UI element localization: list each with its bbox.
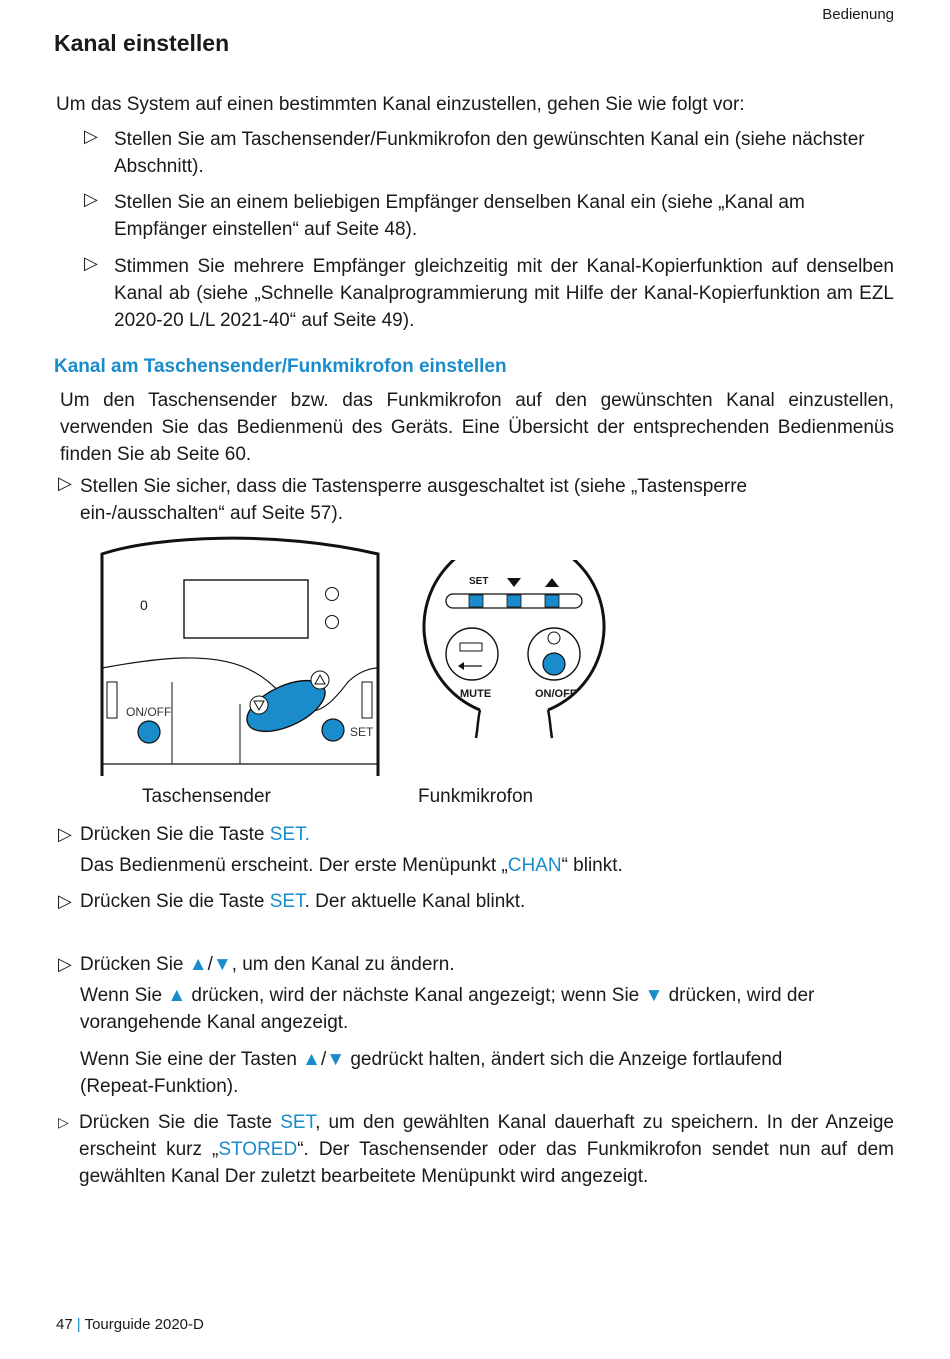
up-arrow-icon: ▲ bbox=[167, 985, 187, 1006]
page-title: Kanal einstellen bbox=[54, 30, 230, 56]
set-key: SET bbox=[269, 891, 305, 912]
caption-funkmikrofon: Funkmikrofon bbox=[418, 786, 534, 807]
instruction-2-text: Drücken Sie die Taste bbox=[80, 891, 270, 912]
instruction-1-note bbox=[80, 852, 900, 879]
instruction-3-note-1 bbox=[80, 982, 870, 1036]
instruction-3-text: Drücken Sie bbox=[80, 954, 189, 975]
page-number: 47 bbox=[56, 1316, 73, 1333]
instruction-4-text: , um den gewählten Kanal dauerhaft zu speichern. In der Anzeige erscheint kurz „ bbox=[79, 1112, 894, 1160]
note-text: Wenn Sie bbox=[80, 985, 168, 1006]
up-arrow-icon: ▲ bbox=[188, 954, 208, 975]
lock-step-text: Stellen Sie sicher, dass die Tastensperre ausgeschaltet ist (siehe „Tastensperre ein-/ausschalten“ auf Seite 57). bbox=[80, 476, 748, 524]
page-footer bbox=[56, 1316, 204, 1333]
step-arrow-icon: ▷ bbox=[84, 126, 98, 146]
lock-step bbox=[58, 473, 818, 527]
down-arrow-icon: ▼ bbox=[644, 985, 664, 1006]
footer-separator: | bbox=[76, 1316, 81, 1333]
running-header: Bedienung bbox=[822, 6, 894, 23]
note-text: gedrückt halten, ändert sich die Anzeige fortlaufend (Repeat-Funktion). bbox=[80, 1049, 783, 1097]
mute-label: MUTE bbox=[460, 688, 492, 700]
slash: / bbox=[320, 1049, 327, 1070]
step-arrow-icon: ▷ bbox=[58, 824, 72, 844]
step-arrow-icon: ▷ bbox=[58, 1114, 69, 1130]
mic-set-label: SET bbox=[469, 576, 489, 587]
step-1 bbox=[84, 126, 894, 180]
instruction-3-end: , um den Kanal zu ändern. bbox=[231, 954, 455, 975]
mic-onoff-label: ON/OFF bbox=[535, 688, 577, 700]
section-heading: Kanal am Taschensender/Funkmikrofon einstellen bbox=[54, 356, 507, 377]
note-text: drücken, wird der nächste Kanal angezeigt; wenn Sie bbox=[186, 985, 645, 1006]
set-key: SET. bbox=[269, 824, 310, 845]
note-text: Wenn Sie eine der Tasten bbox=[80, 1049, 303, 1070]
instruction-4-text: Drücken Sie die Taste bbox=[79, 1112, 281, 1133]
instruction-4-text: “. Der Taschensender oder das Funkmikrofon sendet nun auf dem gewählten Kanal Der zuletzt bearbeitete Menüpunkt wird angezeigt. bbox=[79, 1139, 894, 1187]
document-name: Tourguide 2020-D bbox=[84, 1316, 204, 1333]
step-arrow-icon: ▷ bbox=[58, 473, 72, 493]
handheld-mic-illustration bbox=[418, 560, 614, 760]
instruction-2-end: . Der aktuelle Kanal blinkt. bbox=[304, 891, 526, 912]
step-arrow-icon: ▷ bbox=[84, 189, 98, 209]
step-arrow-icon: ▷ bbox=[84, 253, 98, 273]
step-2 bbox=[84, 189, 894, 243]
caption-taschensender: Taschensender bbox=[142, 786, 271, 807]
zero-label: 0 bbox=[140, 597, 148, 613]
down-arrow-icon: ▼ bbox=[326, 1049, 346, 1070]
chan-key: CHAN bbox=[507, 855, 562, 876]
instruction-1-note-text: Das Bedienmenü erscheint. Der erste Menüpunkt „ bbox=[80, 855, 508, 876]
instruction-1-note-end: “ blinkt. bbox=[561, 855, 623, 876]
bodypack-transmitter-illustration bbox=[96, 532, 386, 778]
instruction-2 bbox=[58, 888, 898, 915]
step-2-text: Stellen Sie an einem beliebigen Empfänger denselben Kanal ein (siehe „Kanal am Empfänger einstellen“ auf Seite 48). bbox=[114, 192, 805, 240]
instruction-1-text: Drücken Sie die Taste bbox=[80, 824, 270, 845]
up-arrow-icon: ▲ bbox=[302, 1049, 321, 1070]
onoff-label: ON/OFF bbox=[126, 705, 172, 719]
slash: / bbox=[207, 954, 213, 975]
instruction-3 bbox=[58, 951, 898, 978]
step-1-text: Stellen Sie am Taschensender/Funkmikrofon den gewünschten Kanal ein (siehe nächster Abschnitt). bbox=[114, 129, 865, 177]
step-arrow-icon: ▷ bbox=[58, 954, 72, 974]
section-paragraph: Um den Taschensender bzw. das Funkmikrofon auf den gewünschten Kanal einzustellen, verwenden Sie das Bedienmenü des Geräts. Eine Übersicht der entsprechenden Bedienmenüs finden Sie ab Seite 60. bbox=[60, 390, 894, 465]
intro-text: Um das System auf einen bestimmten Kanal einzustellen, gehen Sie wie folgt vor: bbox=[56, 94, 745, 115]
instruction-3-note-2 bbox=[80, 1046, 840, 1100]
set-label: SET bbox=[350, 725, 374, 739]
step-arrow-icon: ▷ bbox=[58, 891, 72, 911]
step-3-text: Stimmen Sie mehrere Empfänger gleichzeitig mit der Kanal-Kopierfunktion auf denselben Kanal ab (siehe „Schnelle Kanalprogrammierung mit Hilfe der Kanal-Kopierfunktion am EZL 2020-20 L/L 2021-40“ auf Seite 49). bbox=[114, 256, 894, 331]
note-text: drücken, wird der vorangehende Kanal angezeigt. bbox=[80, 985, 815, 1033]
step-3 bbox=[84, 253, 894, 334]
set-key: SET bbox=[280, 1112, 316, 1133]
stored-key: STORED bbox=[218, 1139, 298, 1160]
down-arrow-icon: ▼ bbox=[212, 954, 232, 975]
instruction-4 bbox=[58, 1109, 894, 1190]
instruction-1 bbox=[58, 821, 898, 848]
